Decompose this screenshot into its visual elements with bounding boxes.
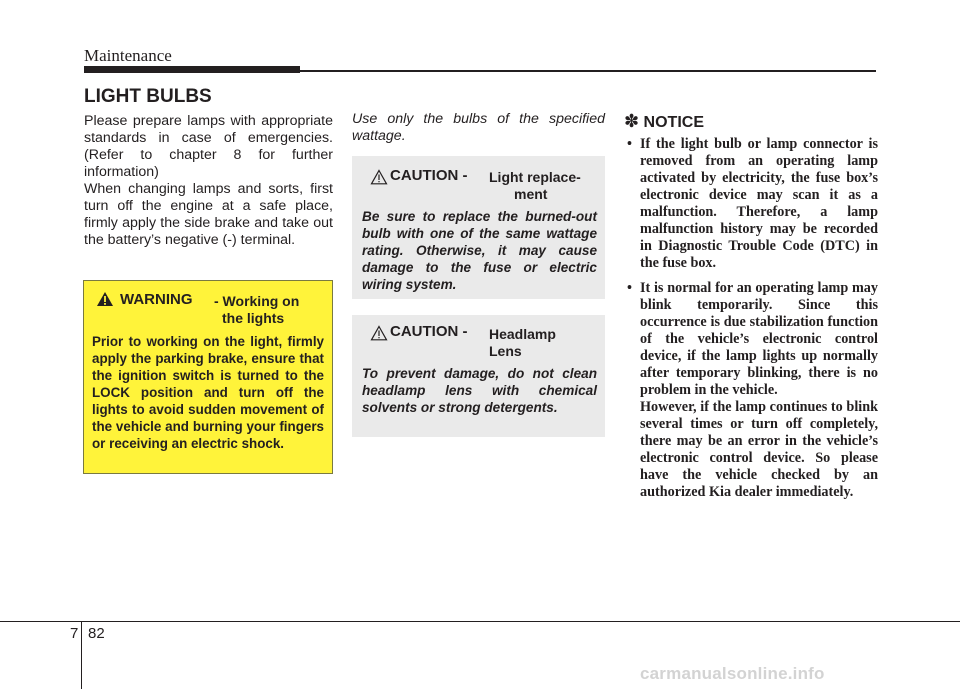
warning-subtitle-cont: the lights: [222, 310, 285, 326]
notice-item: [624, 136, 878, 272]
footer-rule: [0, 621, 960, 622]
bullet-icon: •: [627, 280, 632, 296]
caution-heading: CAUTION -: [390, 167, 468, 184]
notice-item: [624, 280, 878, 501]
bulbs-note: Use only the bulbs of the specified wattage.: [352, 111, 605, 144]
warning-box: [83, 280, 333, 474]
footer-divider: [81, 622, 82, 689]
caution-subtitle-cont: Lens: [489, 343, 522, 359]
chapter-number: 7: [70, 625, 79, 642]
caution-triangle-icon: [370, 169, 388, 185]
caution-box-light-replacement: [352, 156, 605, 299]
caution-text: Be sure to replace the burned-out bulb with one of the same wattage rating. Otherwise, it may cause damage to the fuse or electric wiring system.: [362, 209, 597, 292]
notice-item-text: It is normal for an operating lamp may blink temporarily. Since this occurrence is due stabilization function of the vehicle’s electronic control device, if the lamp lights up normally after temporary blinking, there is no problem in the vehicle.: [640, 280, 878, 398]
header-bar: [84, 66, 300, 73]
intro-paragraph-1: Please prepare lamps with appropriate standards in case of emergencies. (Refer to chapter 8 for further information): [84, 113, 333, 180]
notice-title: [624, 111, 704, 132]
header-rule: [300, 70, 876, 72]
caution-box-headlamp-lens: [352, 315, 605, 437]
watermark: carmanualsonline.info: [640, 664, 825, 683]
caution-subtitle: Headlamp: [489, 326, 556, 342]
warning-subtitle: - Working on: [214, 293, 300, 309]
page-title: LIGHT BULBS: [84, 86, 212, 107]
caution-subtitle: Light replace-: [489, 169, 581, 185]
caution-text: To prevent damage, do not clean headlamp lens with chemical solvents or strong detergents.: [362, 366, 597, 415]
bullet-icon: •: [627, 136, 632, 152]
notice-list: [624, 136, 878, 272]
warning-triangle-icon: [96, 291, 114, 307]
notice-item-text: If the light bulb or lamp connector is removed from an operating lamp activated by electricity, the fuse box’s electronic device may scan it as a malfunction. Therefore, a lamp malfunction history may be recorded in Diagnostic Trouble Code (DTC) in the fuse box.: [640, 136, 878, 271]
notice-item-text-cont: However, if the lamp continues to blink several times or turn off completely, there may be an error in the vehicle’s electronic control device. So please have the vehicle checked by an authorized Kia dealer immediately.: [640, 399, 878, 500]
section-header: Maintenance: [84, 46, 172, 65]
caution-triangle-icon: [370, 325, 388, 341]
notice-star-icon: ✽: [624, 111, 640, 131]
notice-label: NOTICE: [643, 114, 704, 131]
notice-list: [624, 280, 878, 501]
warning-text: Prior to working on the light, firmly apply the parking brake, ensure that the ignition switch is turned to the LOCK position and turn off the lights to avoid sudden movement of the vehicle and burning your fingers or receiving an electric shock.: [92, 334, 324, 451]
intro-paragraph-2: When changing lamps and sorts, first turn off the engine at a safe place, firmly apply the side brake and take out the battery’s negative (-) terminal.: [84, 181, 333, 248]
caution-heading: CAUTION -: [390, 323, 468, 340]
page-number: 82: [88, 625, 105, 642]
warning-heading: WARNING: [120, 291, 193, 308]
caution-subtitle-cont: ment: [514, 186, 548, 202]
